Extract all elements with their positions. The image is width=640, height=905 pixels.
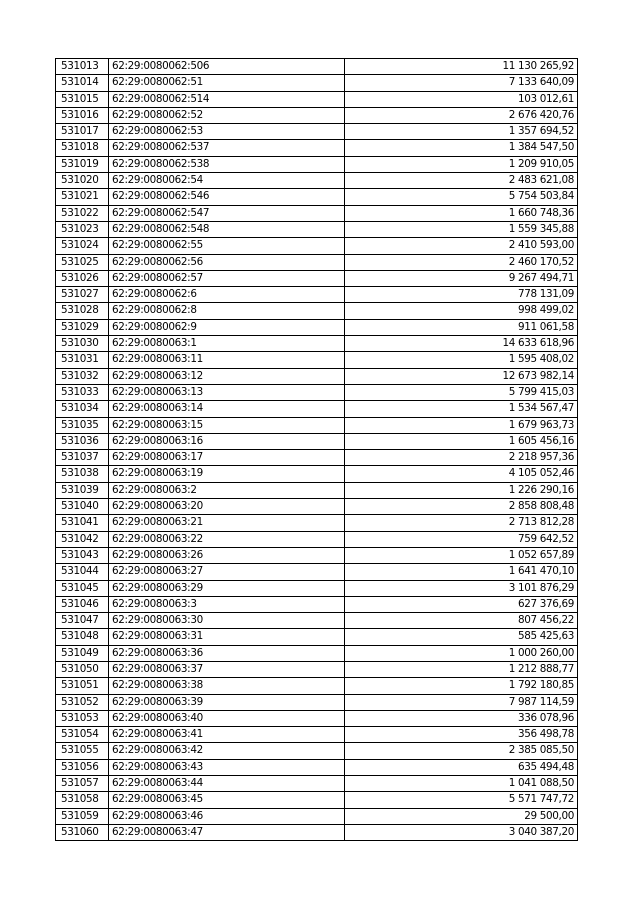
table-row [56, 417, 578, 433]
row-number-cell: 531025 [56, 254, 109, 270]
row-number-cell: 531044 [56, 564, 109, 580]
cadastral-number-cell: 62:29:0080062:547 [109, 205, 345, 221]
cadastral-number-cell: 62:29:0080062:51 [109, 75, 345, 91]
table-row [56, 580, 578, 596]
cadastral-number-cell: 62:29:0080063:45 [109, 792, 345, 808]
table-row [56, 254, 578, 270]
cadastral-number-cell: 62:29:0080062:538 [109, 156, 345, 172]
table-row [56, 808, 578, 824]
cadastral-number-cell: 62:29:0080063:1 [109, 336, 345, 352]
cadastral-number-cell: 62:29:0080063:36 [109, 645, 345, 661]
cadastral-number-cell: 62:29:0080063:38 [109, 678, 345, 694]
row-number-cell: 531022 [56, 205, 109, 221]
cadastral-value-table [55, 58, 578, 841]
cadastral-value-cell: 2 218 957,36 [345, 450, 578, 466]
table-row [56, 727, 578, 743]
cadastral-number-cell: 62:29:0080063:27 [109, 564, 345, 580]
cadastral-value-cell: 4 105 052,46 [345, 466, 578, 482]
cadastral-value-cell: 14 633 618,96 [345, 336, 578, 352]
cadastral-value-cell: 5 571 747,72 [345, 792, 578, 808]
cadastral-value-cell: 336 078,96 [345, 710, 578, 726]
table-row [56, 352, 578, 368]
cadastral-value-cell: 998 499,02 [345, 303, 578, 319]
row-number-cell: 531047 [56, 613, 109, 629]
table-row [56, 156, 578, 172]
table-row [56, 792, 578, 808]
cadastral-number-cell: 62:29:0080062:8 [109, 303, 345, 319]
cadastral-value-cell: 585 425,63 [345, 629, 578, 645]
row-number-cell: 531060 [56, 824, 109, 840]
row-number-cell: 531033 [56, 384, 109, 400]
row-number-cell: 531028 [56, 303, 109, 319]
cadastral-number-cell: 62:29:0080063:11 [109, 352, 345, 368]
row-number-cell: 531023 [56, 221, 109, 237]
cadastral-value-cell: 7 133 640,09 [345, 75, 578, 91]
row-number-cell: 531024 [56, 238, 109, 254]
cadastral-number-cell: 62:29:0080062:9 [109, 319, 345, 335]
table-row [56, 547, 578, 563]
table-row [56, 450, 578, 466]
row-number-cell: 531058 [56, 792, 109, 808]
cadastral-number-cell: 62:29:0080062:514 [109, 91, 345, 107]
cadastral-number-cell: 62:29:0080062:548 [109, 221, 345, 237]
table-row [56, 303, 578, 319]
row-number-cell: 531050 [56, 661, 109, 677]
table-row [56, 368, 578, 384]
cadastral-number-cell: 62:29:0080063:17 [109, 450, 345, 466]
cadastral-value-cell: 5 799 415,03 [345, 384, 578, 400]
cadastral-number-cell: 62:29:0080063:13 [109, 384, 345, 400]
table-row [56, 824, 578, 840]
table-row [56, 482, 578, 498]
table-row [56, 694, 578, 710]
row-number-cell: 531059 [56, 808, 109, 824]
table-row [56, 515, 578, 531]
table-row [56, 238, 578, 254]
table-row [56, 91, 578, 107]
cadastral-number-cell: 62:29:0080062:546 [109, 189, 345, 205]
row-number-cell: 531043 [56, 547, 109, 563]
cadastral-value-cell: 3 101 876,29 [345, 580, 578, 596]
table-row [56, 710, 578, 726]
cadastral-number-cell: 62:29:0080063:29 [109, 580, 345, 596]
table-row [56, 661, 578, 677]
cadastral-value-cell: 2 410 593,00 [345, 238, 578, 254]
row-number-cell: 531016 [56, 107, 109, 123]
cadastral-number-cell: 62:29:0080062:53 [109, 124, 345, 140]
cadastral-value-cell: 1 534 567,47 [345, 401, 578, 417]
cadastral-value-cell: 29 500,00 [345, 808, 578, 824]
row-number-cell: 531057 [56, 776, 109, 792]
row-number-cell: 531036 [56, 433, 109, 449]
row-number-cell: 531018 [56, 140, 109, 156]
cadastral-value-cell: 7 987 114,59 [345, 694, 578, 710]
cadastral-value-cell: 1 226 290,16 [345, 482, 578, 498]
table-row [56, 466, 578, 482]
cadastral-value-cell: 2 460 170,52 [345, 254, 578, 270]
cadastral-number-cell: 62:29:0080062:52 [109, 107, 345, 123]
table-row [56, 287, 578, 303]
row-number-cell: 531055 [56, 743, 109, 759]
table-row [56, 173, 578, 189]
table-row [56, 124, 578, 140]
cadastral-number-cell: 62:29:0080062:56 [109, 254, 345, 270]
row-number-cell: 531038 [56, 466, 109, 482]
cadastral-number-cell: 62:29:0080062:506 [109, 59, 345, 75]
cadastral-value-cell: 911 061,58 [345, 319, 578, 335]
row-number-cell: 531030 [56, 336, 109, 352]
table-row [56, 499, 578, 515]
table-row [56, 743, 578, 759]
table-row [56, 433, 578, 449]
cadastral-value-cell: 807 456,22 [345, 613, 578, 629]
row-number-cell: 531035 [56, 417, 109, 433]
cadastral-value-cell: 1 679 963,73 [345, 417, 578, 433]
cadastral-value-cell: 1 209 910,05 [345, 156, 578, 172]
table-row [56, 319, 578, 335]
row-number-cell: 531051 [56, 678, 109, 694]
row-number-cell: 531020 [56, 173, 109, 189]
table-row [56, 270, 578, 286]
row-number-cell: 531046 [56, 596, 109, 612]
cadastral-number-cell: 62:29:0080062:57 [109, 270, 345, 286]
cadastral-number-cell: 62:29:0080062:537 [109, 140, 345, 156]
cadastral-number-cell: 62:29:0080063:14 [109, 401, 345, 417]
cadastral-value-cell: 2 483 621,08 [345, 173, 578, 189]
cadastral-value-cell: 1 212 888,77 [345, 661, 578, 677]
row-number-cell: 531040 [56, 499, 109, 515]
table-row [56, 596, 578, 612]
row-number-cell: 531034 [56, 401, 109, 417]
row-number-cell: 531042 [56, 531, 109, 547]
cadastral-value-cell: 1 660 748,36 [345, 205, 578, 221]
table-row [56, 189, 578, 205]
row-number-cell: 531029 [56, 319, 109, 335]
row-number-cell: 531041 [56, 515, 109, 531]
row-number-cell: 531052 [56, 694, 109, 710]
cadastral-value-cell: 778 131,09 [345, 287, 578, 303]
cadastral-value-cell: 1 641 470,10 [345, 564, 578, 580]
cadastral-value-cell: 1 052 657,89 [345, 547, 578, 563]
table-row [56, 678, 578, 694]
cadastral-number-cell: 62:29:0080063:21 [109, 515, 345, 531]
cadastral-value-cell: 1 000 260,00 [345, 645, 578, 661]
row-number-cell: 531048 [56, 629, 109, 645]
row-number-cell: 531053 [56, 710, 109, 726]
row-number-cell: 531056 [56, 759, 109, 775]
row-number-cell: 531054 [56, 727, 109, 743]
cadastral-number-cell: 62:29:0080063:2 [109, 482, 345, 498]
table-row [56, 336, 578, 352]
table-row [56, 221, 578, 237]
cadastral-number-cell: 62:29:0080063:31 [109, 629, 345, 645]
row-number-cell: 531015 [56, 91, 109, 107]
table-row [56, 107, 578, 123]
cadastral-number-cell: 62:29:0080063:20 [109, 499, 345, 515]
cadastral-value-cell: 2 713 812,28 [345, 515, 578, 531]
cadastral-number-cell: 62:29:0080063:42 [109, 743, 345, 759]
table-row [56, 759, 578, 775]
cadastral-value-cell: 627 376,69 [345, 596, 578, 612]
table-row [56, 75, 578, 91]
cadastral-value-cell: 1 041 088,50 [345, 776, 578, 792]
cadastral-value-cell: 3 040 387,20 [345, 824, 578, 840]
cadastral-value-cell: 1 384 547,50 [345, 140, 578, 156]
cadastral-number-cell: 62:29:0080063:37 [109, 661, 345, 677]
row-number-cell: 531014 [56, 75, 109, 91]
row-number-cell: 531037 [56, 450, 109, 466]
cadastral-value-cell: 5 754 503,84 [345, 189, 578, 205]
cadastral-value-cell: 356 498,78 [345, 727, 578, 743]
row-number-cell: 531045 [56, 580, 109, 596]
row-number-cell: 531013 [56, 59, 109, 75]
cadastral-number-cell: 62:29:0080063:47 [109, 824, 345, 840]
cadastral-value-cell: 2 676 420,76 [345, 107, 578, 123]
table-row [56, 401, 578, 417]
cadastral-value-cell: 103 012,61 [345, 91, 578, 107]
row-number-cell: 531032 [56, 368, 109, 384]
cadastral-value-cell: 759 642,52 [345, 531, 578, 547]
cadastral-number-cell: 62:29:0080063:46 [109, 808, 345, 824]
cadastral-number-cell: 62:29:0080063:12 [109, 368, 345, 384]
cadastral-number-cell: 62:29:0080063:44 [109, 776, 345, 792]
cadastral-value-cell: 635 494,48 [345, 759, 578, 775]
table-row [56, 776, 578, 792]
cadastral-value-cell: 1 792 180,85 [345, 678, 578, 694]
cadastral-value-cell: 9 267 494,71 [345, 270, 578, 286]
cadastral-number-cell: 62:29:0080063:30 [109, 613, 345, 629]
cadastral-number-cell: 62:29:0080063:43 [109, 759, 345, 775]
row-number-cell: 531021 [56, 189, 109, 205]
cadastral-number-cell: 62:29:0080063:41 [109, 727, 345, 743]
cadastral-number-cell: 62:29:0080063:26 [109, 547, 345, 563]
cadastral-number-cell: 62:29:0080062:55 [109, 238, 345, 254]
cadastral-number-cell: 62:29:0080063:39 [109, 694, 345, 710]
cadastral-value-cell: 2 385 085,50 [345, 743, 578, 759]
table-row [56, 629, 578, 645]
cadastral-value-cell: 2 858 808,48 [345, 499, 578, 515]
row-number-cell: 531049 [56, 645, 109, 661]
table-row [56, 531, 578, 547]
row-number-cell: 531027 [56, 287, 109, 303]
table-row [56, 384, 578, 400]
table-row [56, 140, 578, 156]
row-number-cell: 531039 [56, 482, 109, 498]
row-number-cell: 531026 [56, 270, 109, 286]
cadastral-number-cell: 62:29:0080063:3 [109, 596, 345, 612]
cadastral-number-cell: 62:29:0080062:54 [109, 173, 345, 189]
table-row [56, 564, 578, 580]
row-number-cell: 531017 [56, 124, 109, 140]
table-row [56, 645, 578, 661]
cadastral-number-cell: 62:29:0080063:15 [109, 417, 345, 433]
cadastral-value-cell: 1 605 456,16 [345, 433, 578, 449]
table-body [56, 59, 578, 841]
table-row [56, 205, 578, 221]
cadastral-value-cell: 1 595 408,02 [345, 352, 578, 368]
cadastral-value-cell: 11 130 265,92 [345, 59, 578, 75]
table-row [56, 59, 578, 75]
cadastral-number-cell: 62:29:0080063:16 [109, 433, 345, 449]
row-number-cell: 531019 [56, 156, 109, 172]
cadastral-number-cell: 62:29:0080062:6 [109, 287, 345, 303]
cadastral-number-cell: 62:29:0080063:22 [109, 531, 345, 547]
row-number-cell: 531031 [56, 352, 109, 368]
cadastral-number-cell: 62:29:0080063:19 [109, 466, 345, 482]
cadastral-value-cell: 1 559 345,88 [345, 221, 578, 237]
cadastral-value-cell: 12 673 982,14 [345, 368, 578, 384]
cadastral-number-cell: 62:29:0080063:40 [109, 710, 345, 726]
cadastral-value-cell: 1 357 694,52 [345, 124, 578, 140]
table-row [56, 613, 578, 629]
